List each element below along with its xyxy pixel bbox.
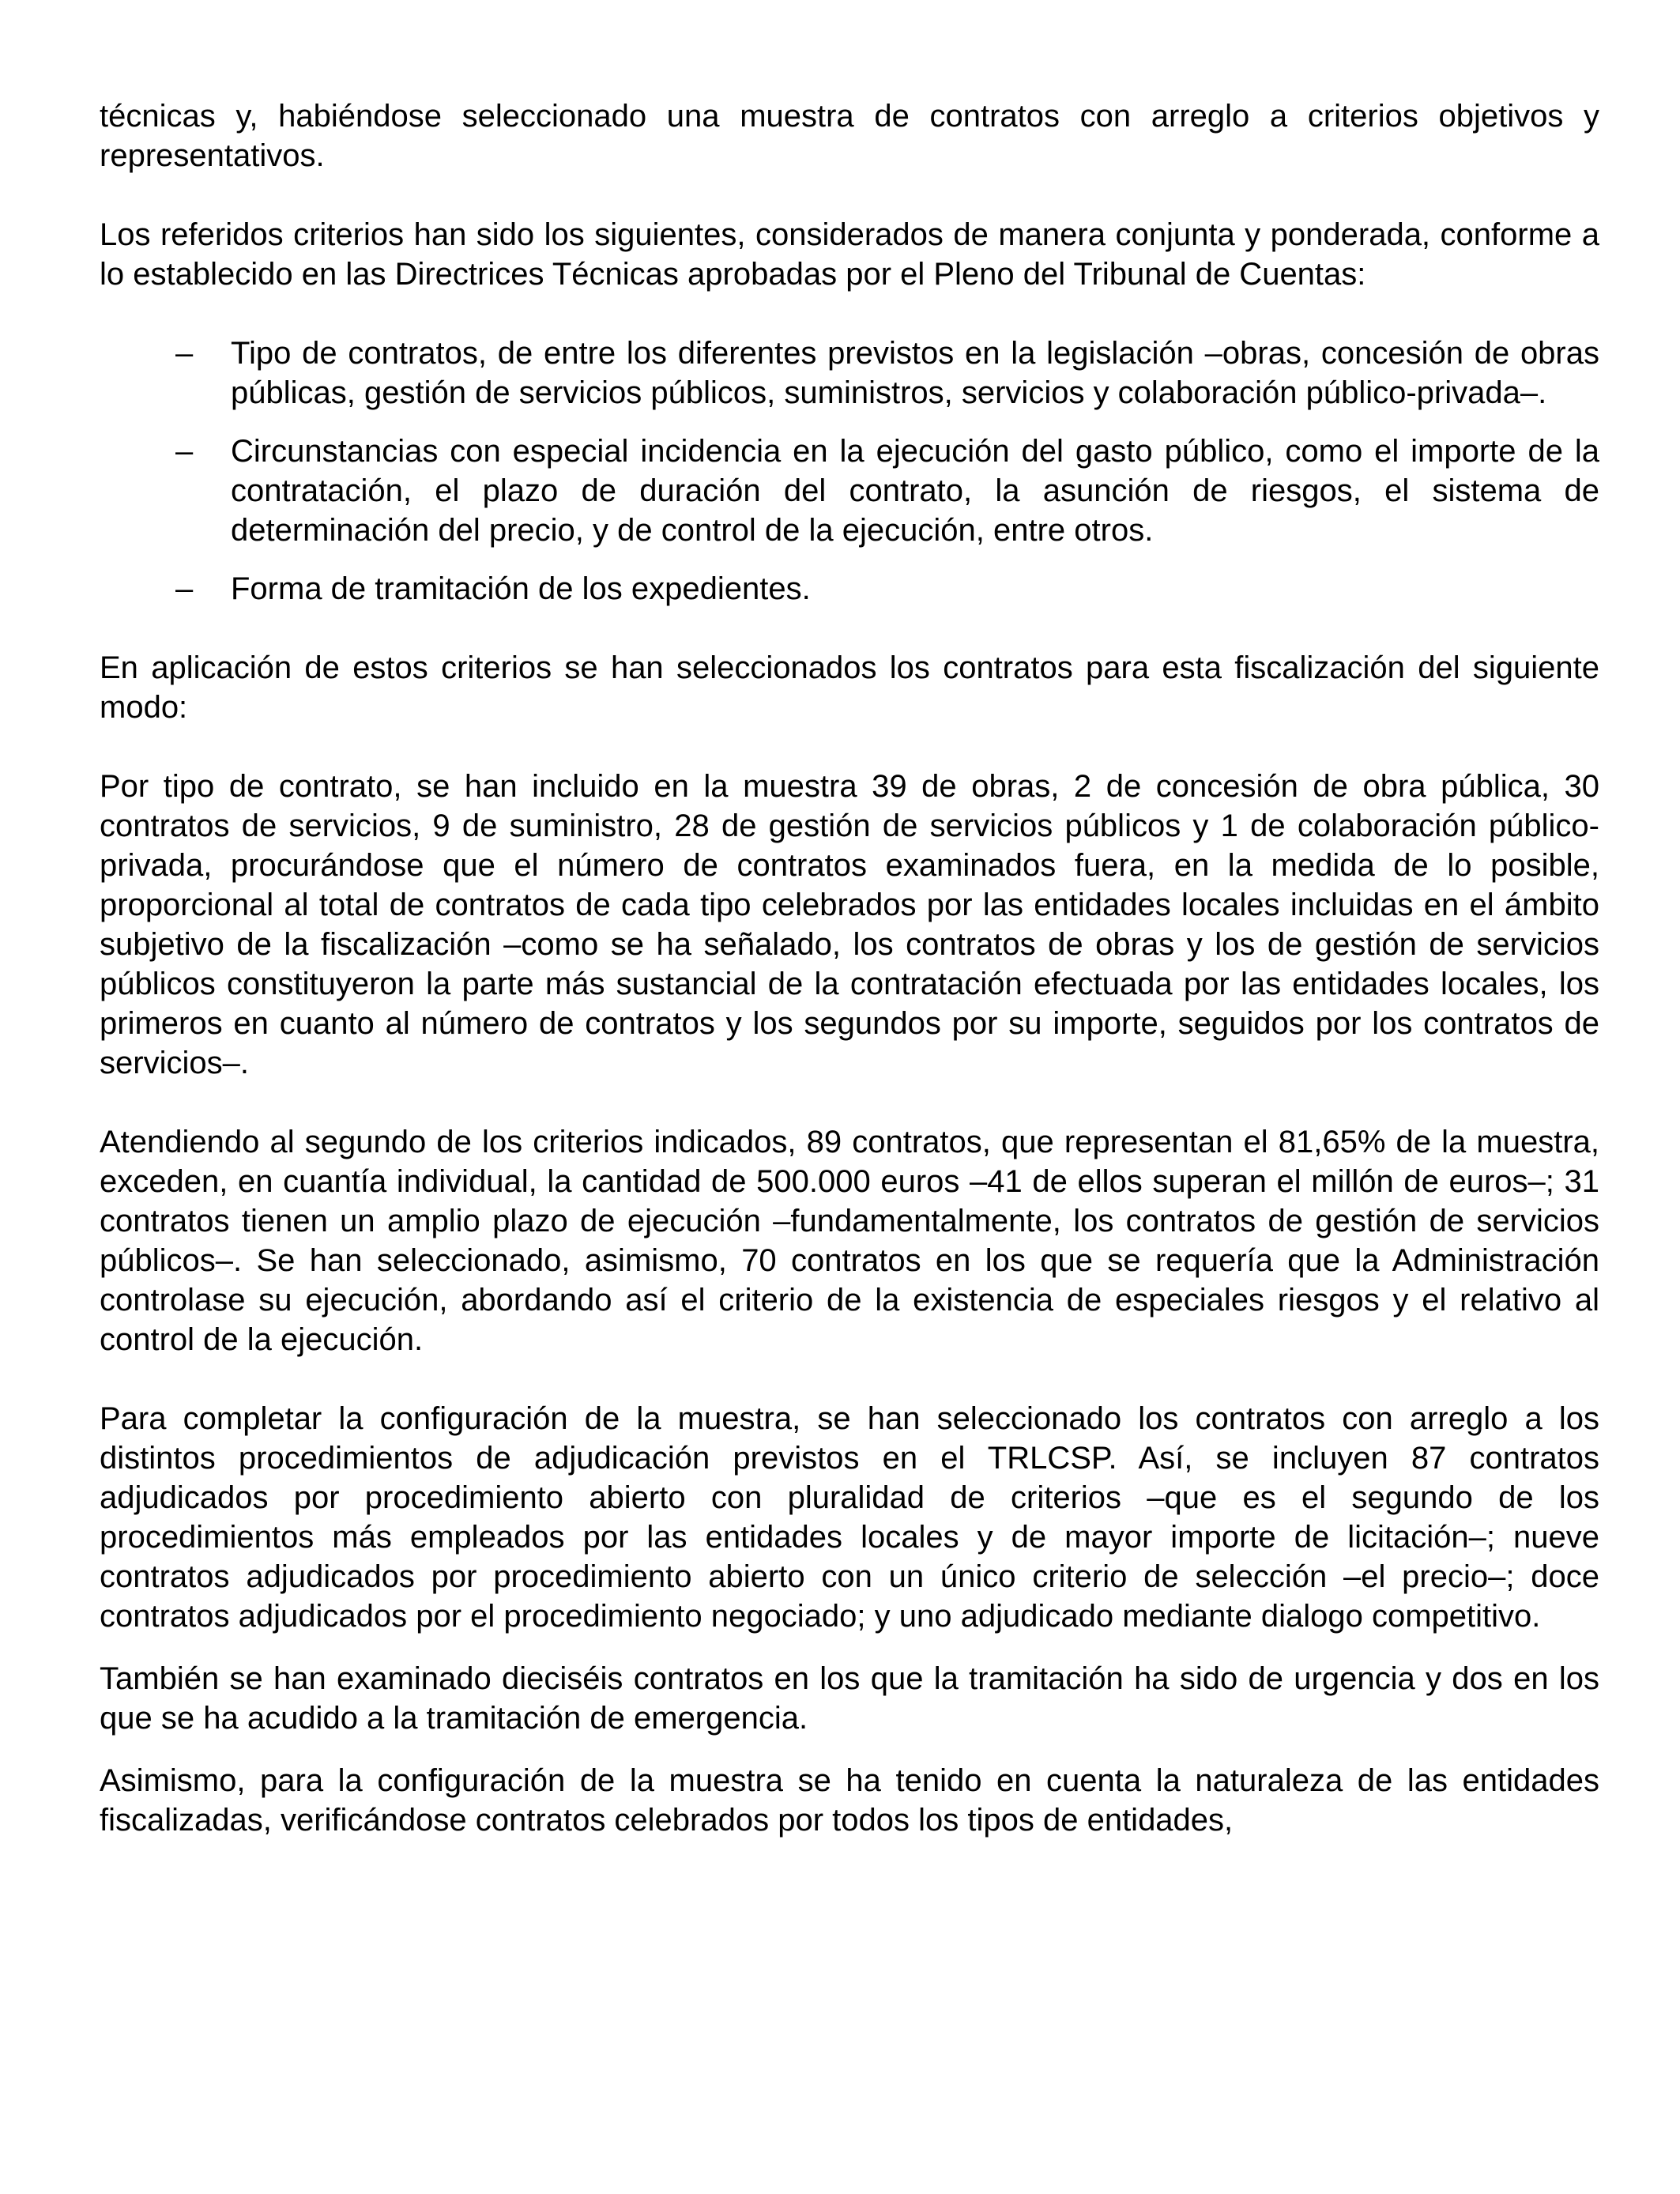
list-item-text: Circunstancias con especial incidencia en la ejecución del gasto público, como el importe de la contratación, el plazo de duración del contrato, la asunción de riesgos, el sistema de determinación del precio, y de control de la ejecución, entre otros. bbox=[231, 434, 1599, 548]
list-item bbox=[100, 569, 1599, 609]
list-item-text: Tipo de contratos, de entre los diferentes previstos en la legislación –obras, concesión de obras públicas, gestión de servicios públicos, suministros, servicios y colaboración público-privada–. bbox=[231, 336, 1599, 410]
list-item-text: Forma de tramitación de los expedientes. bbox=[231, 571, 811, 606]
list-item bbox=[100, 432, 1599, 550]
paragraph-criteria-intro: Los referidos criterios han sido los siguientes, considerados de manera conjunta y ponderada, conforme a lo establecido en las Directrices Técnicas aprobadas por el Pleno del Tribunal de Cuentas: bbox=[100, 217, 1599, 292]
criteria-list bbox=[100, 334, 1599, 609]
dash-bullet-icon: – bbox=[175, 336, 194, 371]
paragraph-entities: Asimismo, para la configuración de la muestra se ha tenido en cuenta la naturaleza de las entidades fiscalizadas, verificándose contratos celebrados por todos los tipos de entidades, bbox=[100, 1763, 1599, 1838]
paragraph-selection-mode: En aplicación de estos criterios se han seleccionados los contratos para esta fiscalización del siguiente modo: bbox=[100, 650, 1599, 725]
paragraph-sample-intro: técnicas y, habiéndose seleccionado una muestra de contratos con arreglo a criterios objetivos y representativos. bbox=[100, 99, 1599, 173]
paragraph-urgency: También se han examinado dieciséis contratos en los que la tramitación ha sido de urgencia y dos en los que se ha acudido a la tramitación de emergencia. bbox=[100, 1661, 1599, 1736]
paragraph-procedures: Para completar la configuración de la muestra, se han seleccionado los contratos con arreglo a los distintos procedimientos de adjudicación previstos en el TRLCSP. Así, se incluyen 87 contratos adjudicados por procedimiento abierto con pluralidad de criterios –que es el segundo de los procedimientos más empleados por las entidades locales y de mayor importe de licitación–; nueve contratos adjudicados por procedimiento abierto con un único criterio de selección –el precio–; doce contratos adjudicados por el procedimiento negociado; y uno adjudicado mediante dialogo competitivo. bbox=[100, 1401, 1599, 1634]
paragraph-contract-types: Por tipo de contrato, se han incluido en la muestra 39 de obras, 2 de concesión de obra pública, 30 contratos de servicios, 9 de suministro, 28 de gestión de servicios públicos y 1 de colaboración público-privada, procurándose que el número de contratos examinados fuera, en la medida de lo posible, proporcional al total de contratos de cada tipo celebrados por las entidades locales incluidas en el ámbito subjetivo de la fiscalización –como se ha señalado, los contratos de obras y los de gestión de servicios públicos constituyeron la parte más sustancial de la contratación efectuada por las entidades locales, los primeros en cuanto al número de contratos y los segundos por su importe, seguidos por los contratos de servicios–. bbox=[100, 769, 1599, 1080]
dash-bullet-icon: – bbox=[175, 571, 194, 606]
list-item bbox=[100, 334, 1599, 413]
paragraph-amounts: Atendiendo al segundo de los criterios indicados, 89 contratos, que representan el 81,65% de la muestra, exceden, en cuantía individual, la cantidad de 500.000 euros –41 de ellos superan el millón de euros–; 31 contratos tienen un amplio plazo de ejecución –fundamentalmente, los contratos de gestión de servicios públicos–. Se han seleccionado, asimismo, 70 contratos en los que se requería que la Administración controlase su ejecución, abordando así el criterio de la existencia de especiales riesgos y el relativo al control de la ejecución. bbox=[100, 1125, 1599, 1357]
dash-bullet-icon: – bbox=[175, 434, 194, 469]
